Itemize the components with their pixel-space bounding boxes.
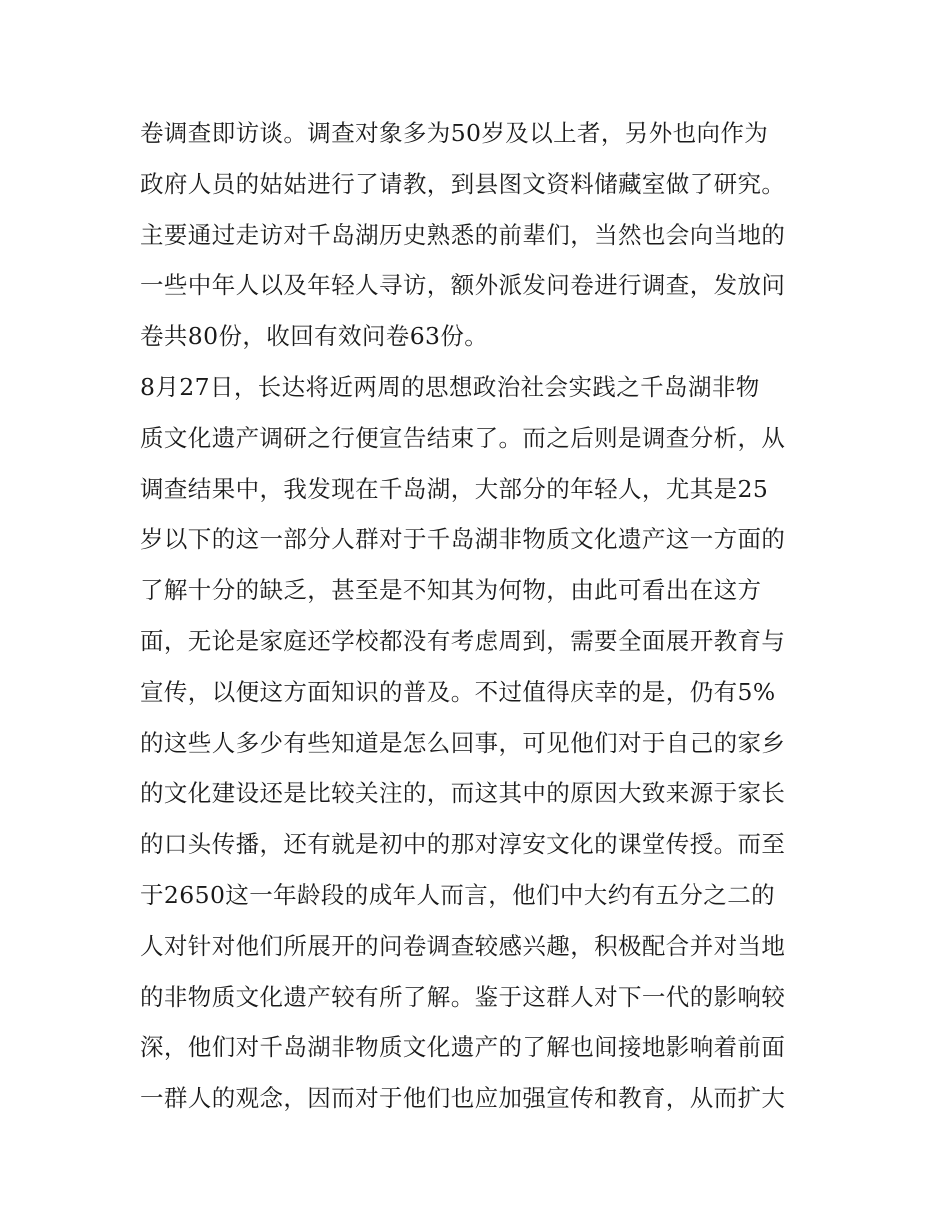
- text-line: 卷调查即访谈。调查对象多为50岁及以上者，另外也向作为: [140, 119, 769, 147]
- text-line: 一些中年人以及年轻人寻访，额外派发问卷进行调查，发放问: [140, 271, 786, 300]
- text-line: 人对针对他们所展开的问卷调查较感兴趣，积极配合并对当地: [140, 931, 786, 960]
- text-line: 质文化遗产调研之行便宣告结束了。而之后则是调查分析，从: [140, 423, 786, 452]
- text-line: 8月27日，长达将近两周的思想政治社会实践之千岛湖非物: [140, 372, 760, 401]
- text-line: 的文化建设还是比较关注的，而这其中的原因大致来源于家长: [140, 779, 786, 808]
- text-line: 一群人的观念，因而对于他们也应加强宣传和教育，从而扩大: [140, 1084, 786, 1113]
- text-line: 岁以下的这一部分人群对于千岛湖非物质文化遗产这一方面的: [140, 525, 786, 554]
- body-text: [140, 108, 820, 1124]
- text-line: 深，他们对千岛湖非物质文化遗产的了解也间接地影响着前面: [140, 1033, 786, 1062]
- text-line: 的非物质文化遗产较有所了解。鉴于这群人对下一代的影响较: [140, 982, 786, 1011]
- text-line: 卷共80份，收回有效问卷63份。: [140, 322, 489, 351]
- text-line: 主要通过走访对千岛湖历史熟悉的前辈们，当然也会向当地的: [140, 220, 786, 249]
- text-line: 了解十分的缺乏，甚至是不知其为何物，由此可看出在这方: [140, 576, 762, 605]
- text-line: 政府人员的姑姑进行了请教，到县图文资料储藏室做了研究。: [140, 169, 786, 198]
- text-line: 面，无论是家庭还学校都没有考虑周到，需要全面展开教育与: [140, 626, 786, 655]
- text-line: 调查结果中，我发现在千岛湖，大部分的年轻人，尤其是25: [140, 474, 769, 503]
- text-line: 的这些人多少有些知道是怎么回事，可见他们对于自己的家乡: [140, 728, 786, 757]
- text-line: 宣传，以便这方面知识的普及。不过值得庆幸的是，仍有5%: [140, 677, 776, 706]
- text-line: 于2650这一年龄段的成年人而言，他们中大约有五分之二的: [140, 880, 776, 909]
- text-line: 的口头传播，还有就是初中的那对淳安文化的课堂传授。而至: [140, 830, 786, 859]
